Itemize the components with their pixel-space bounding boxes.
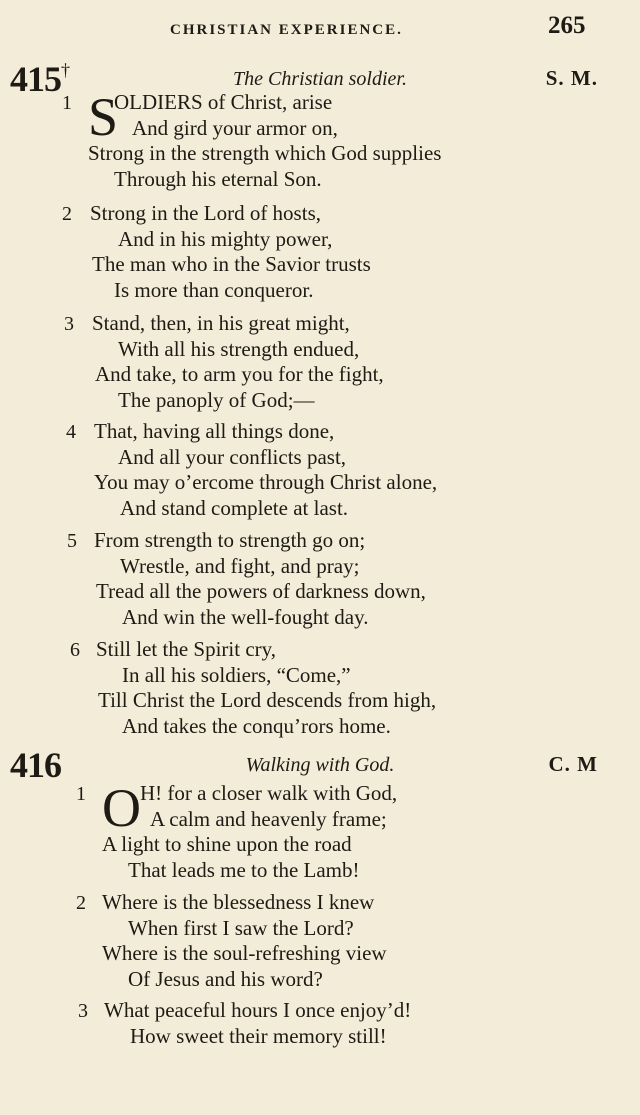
verse-number: 3 <box>78 1000 88 1022</box>
hymn-meter: C. M <box>548 752 598 776</box>
verse-number: 1 <box>62 92 72 114</box>
verse-line: And gird your armor on, <box>132 115 338 140</box>
verse-line: OLDIERS of Christ, arise <box>114 90 333 114</box>
verse-line: When first I saw the Lord? <box>128 915 354 940</box>
verse-line: How sweet their memory still! <box>130 1023 387 1048</box>
verse-line: And takes the conqu’rors home. <box>122 713 391 738</box>
verse-line: What peaceful hours I once enjoy’d! <box>104 998 412 1022</box>
verse-line: Still let the Spirit cry, <box>96 637 277 661</box>
verse-number: 1 <box>76 783 86 805</box>
verse-number: 3 <box>64 313 74 335</box>
verse-line: Tread all the powers of darkness down, <box>96 579 426 603</box>
hymn-title: The Christian soldier. <box>233 68 407 90</box>
verse-number: 2 <box>76 892 86 914</box>
hymn-number-text: 415 <box>10 59 61 99</box>
verse-line: And stand complete at last. <box>120 495 349 520</box>
verse-number: 2 <box>62 203 72 225</box>
verse-line: Stand, then, in his great might, <box>92 311 350 335</box>
verse-line: And all your conflicts past, <box>118 444 347 469</box>
verse-line: Of Jesus and his word? <box>128 966 323 991</box>
verse-line: A calm and heavenly frame; <box>150 806 387 831</box>
verse-number: 5 <box>67 530 77 552</box>
verse-line: The man who in the Savior trusts <box>92 252 371 276</box>
verse-line: From strength to strength go on; <box>94 528 366 552</box>
verse-line: Through his eternal Son. <box>114 166 322 191</box>
verse-line: With all his strength endued, <box>118 336 360 361</box>
verse-line: Till Christ the Lord descends from high, <box>98 688 437 712</box>
verse-line: You may o’ercome through Christ alone, <box>94 470 438 494</box>
verse-line: Where is the soul-refreshing view <box>102 941 387 965</box>
verse-line: And in his mighty power, <box>118 226 333 251</box>
verse-line: Wrestle, and fight, and pray; <box>120 553 360 578</box>
verse-line: Is more than conqueror. <box>114 277 314 302</box>
hymn-number-text: 416 <box>10 745 61 785</box>
verse-line: That leads me to the Lamb! <box>128 857 360 882</box>
running-head: CHRISTIAN EXPERIENCE. <box>170 22 403 38</box>
verse-line: Strong in the Lord of hosts, <box>90 201 321 225</box>
verse-line: A light to shine upon the road <box>102 832 352 856</box>
verse-line: And win the well-fought day. <box>122 604 369 629</box>
verse-line: Where is the blessedness I knew <box>102 890 375 914</box>
verse-line: That, having all things done, <box>94 419 335 443</box>
hymn-mark: † <box>61 60 69 80</box>
verse-line: H! for a closer walk with God, <box>140 781 398 805</box>
hymn-header <box>0 744 640 784</box>
hymn-meter: S. M. <box>545 66 598 90</box>
page-number: 265 <box>548 12 586 39</box>
verse-number: 4 <box>66 421 76 443</box>
verse-line: And take, to arm you for the fight, <box>95 362 384 386</box>
hymn-title: Walking with God. <box>245 754 395 776</box>
drop-cap: S <box>88 87 119 147</box>
verse-number: 6 <box>70 639 80 661</box>
drop-cap: O <box>102 778 141 838</box>
verse-line: In all his soldiers, “Come,” <box>122 662 351 687</box>
verse-line: Strong in the strength which God supplies <box>88 141 442 165</box>
verse-line: The panoply of God;— <box>118 387 315 412</box>
